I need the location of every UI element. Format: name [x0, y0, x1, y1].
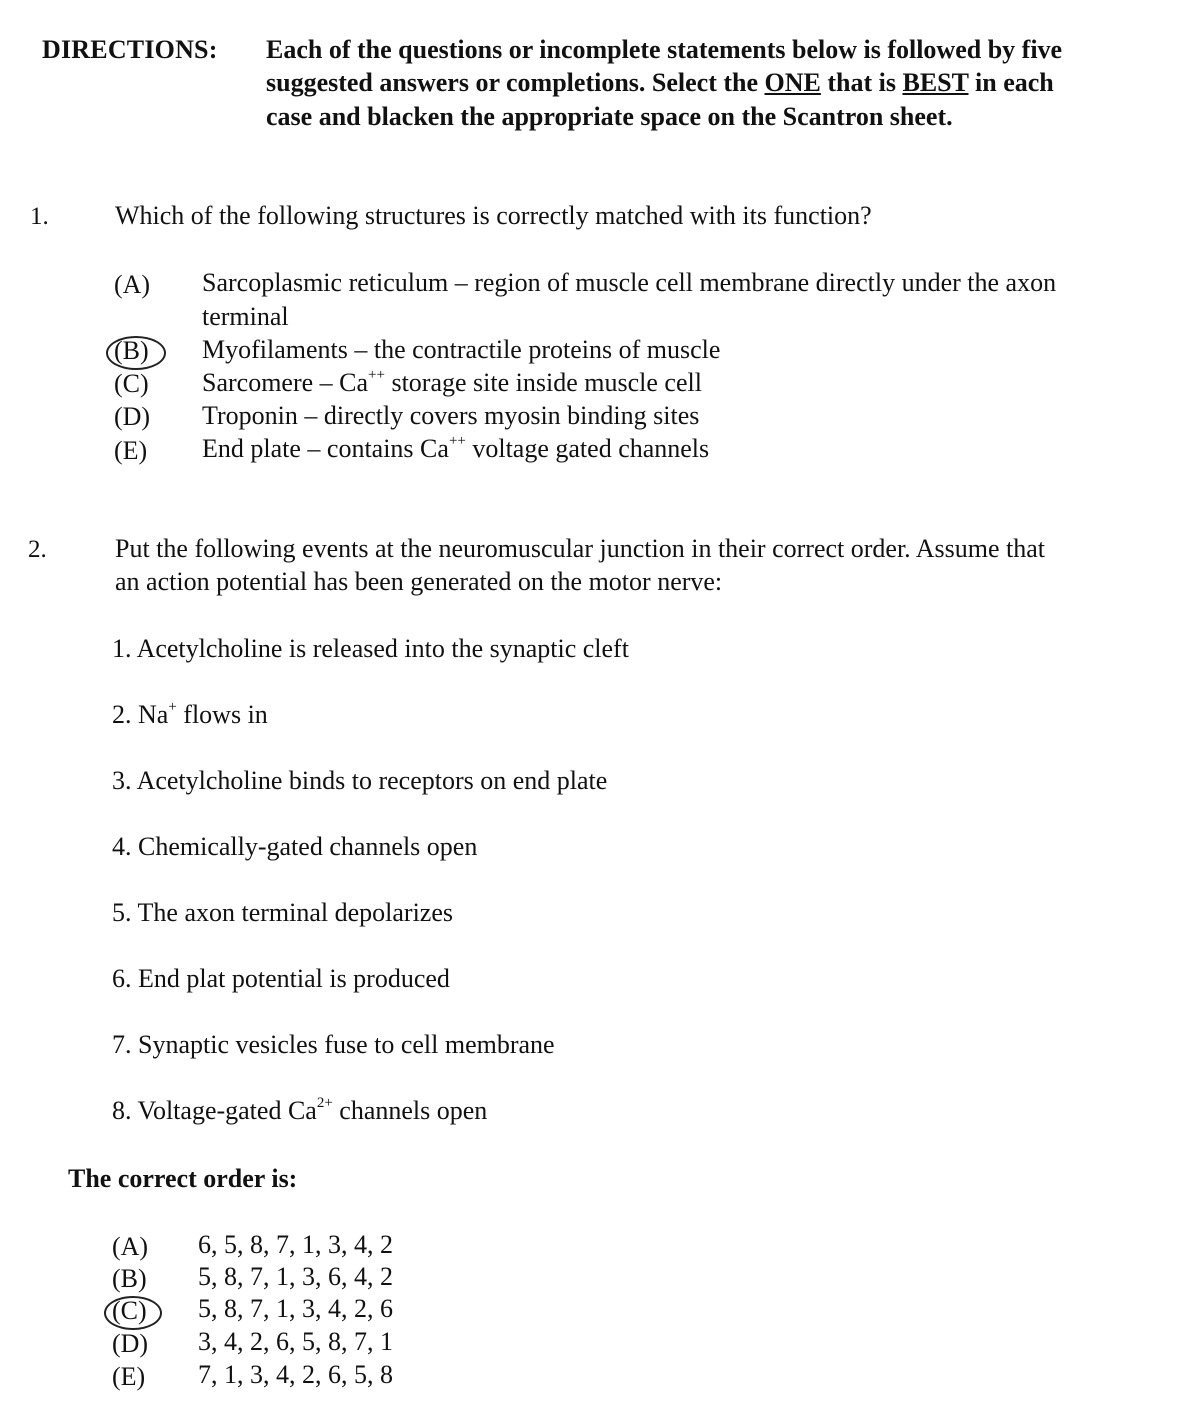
q1-option-c-superscript: ++ — [368, 367, 385, 384]
q1-option-c-post: storage site inside muscle cell — [384, 368, 702, 397]
q2-option-b-letter: (B) — [112, 1264, 147, 1293]
question-2-text-line-1: Put the following events at the neuromuscular junction in their correct order. Assume that — [115, 534, 1045, 563]
q2-option-e-letter: (E) — [112, 1362, 146, 1391]
directions-line-2 — [266, 68, 1054, 98]
event-step-8 — [112, 1096, 487, 1126]
question-1-number: 1. — [30, 203, 49, 230]
q1-option-c-text — [202, 368, 702, 398]
q1-option-a-text: Sarcoplasmic reticulum – region of muscle cell membrane directly under the axon — [202, 268, 1057, 297]
directions-emphasis-best: BEST — [902, 68, 969, 97]
event-step-7: 7. Synaptic vesicles fuse to cell membrane — [112, 1030, 555, 1059]
question-2-text-line-2: an action potential has been generated on the motor nerve: — [115, 567, 723, 596]
q1-option-a-text-continued: terminal — [202, 302, 289, 331]
q1-option-b-text: Myofilaments – the contractile proteins of muscle — [202, 335, 721, 364]
directions-line-3: case and blacken the appropriate space on the Scantron sheet. — [266, 102, 953, 131]
event-step-1: 1. Acetylcholine is released into the synaptic cleft — [112, 634, 629, 663]
question-2-number: 2. — [28, 536, 47, 563]
directions-line-1: Each of the questions or incomplete statements below is followed by five — [266, 35, 1063, 64]
q2-option-a-letter: (A) — [112, 1232, 149, 1261]
q1-option-e-pre: End plate – contains Ca — [202, 434, 449, 463]
event-step-8-post: channels open — [332, 1096, 488, 1125]
directions-line-2-post: in each — [968, 68, 1054, 97]
directions-label: DIRECTIONS: — [42, 35, 218, 64]
event-step-5: 5. The axon terminal depolarizes — [112, 898, 454, 927]
q1-option-d-text: Troponin – directly covers myosin binding sites — [202, 401, 700, 430]
event-step-2 — [112, 700, 268, 730]
event-step-8-pre: 8. Voltage-gated Ca — [112, 1096, 317, 1125]
event-step-2-post: flows in — [176, 700, 268, 729]
q1-option-d-letter: (D) — [114, 402, 151, 431]
event-step-8-superscript: 2+ — [316, 1095, 333, 1112]
directions-line-2-pre: suggested answers or completions. Select the — [266, 68, 765, 97]
event-step-3: 3. Acetylcholine binds to receptors on end plate — [112, 766, 608, 795]
event-step-2-superscript: + — [168, 699, 177, 716]
correct-order-heading: The correct order is: — [68, 1164, 298, 1193]
q1-option-c-letter: (C) — [114, 369, 149, 398]
q2-option-b-text: 5, 8, 7, 1, 3, 6, 4, 2 — [198, 1262, 393, 1291]
q1-option-e-text — [202, 434, 709, 464]
event-step-6: 6. End plat potential is produced — [112, 964, 450, 993]
q1-option-b-letter: (B) — [114, 336, 149, 365]
q1-option-e-superscript: ++ — [448, 433, 466, 450]
event-step-2-pre: 2. Na — [112, 700, 169, 729]
q2-option-c-text: 5, 8, 7, 1, 3, 4, 2, 6 — [198, 1294, 393, 1323]
q2-option-a-text: 6, 5, 8, 7, 1, 3, 4, 2 — [198, 1230, 393, 1259]
event-step-4: 4. Chemically-gated channels open — [112, 832, 478, 861]
q1-option-e-post: voltage gated channels — [465, 434, 710, 463]
q2-option-d-letter: (D) — [112, 1329, 149, 1358]
directions-emphasis-one: ONE — [764, 68, 821, 97]
q1-option-c-pre: Sarcomere – Ca — [202, 368, 369, 397]
directions-line-2-mid: that is — [820, 68, 903, 97]
q2-option-d-text: 3, 4, 2, 6, 5, 8, 7, 1 — [198, 1327, 393, 1356]
question-1-text: Which of the following structures is correctly matched with its function? — [115, 201, 872, 230]
q1-option-a-letter: (A) — [114, 270, 151, 299]
q2-option-c-letter: (C) — [112, 1296, 147, 1325]
q2-option-e-text: 7, 1, 3, 4, 2, 6, 5, 8 — [198, 1360, 393, 1389]
q1-option-e-letter: (E) — [114, 436, 148, 465]
